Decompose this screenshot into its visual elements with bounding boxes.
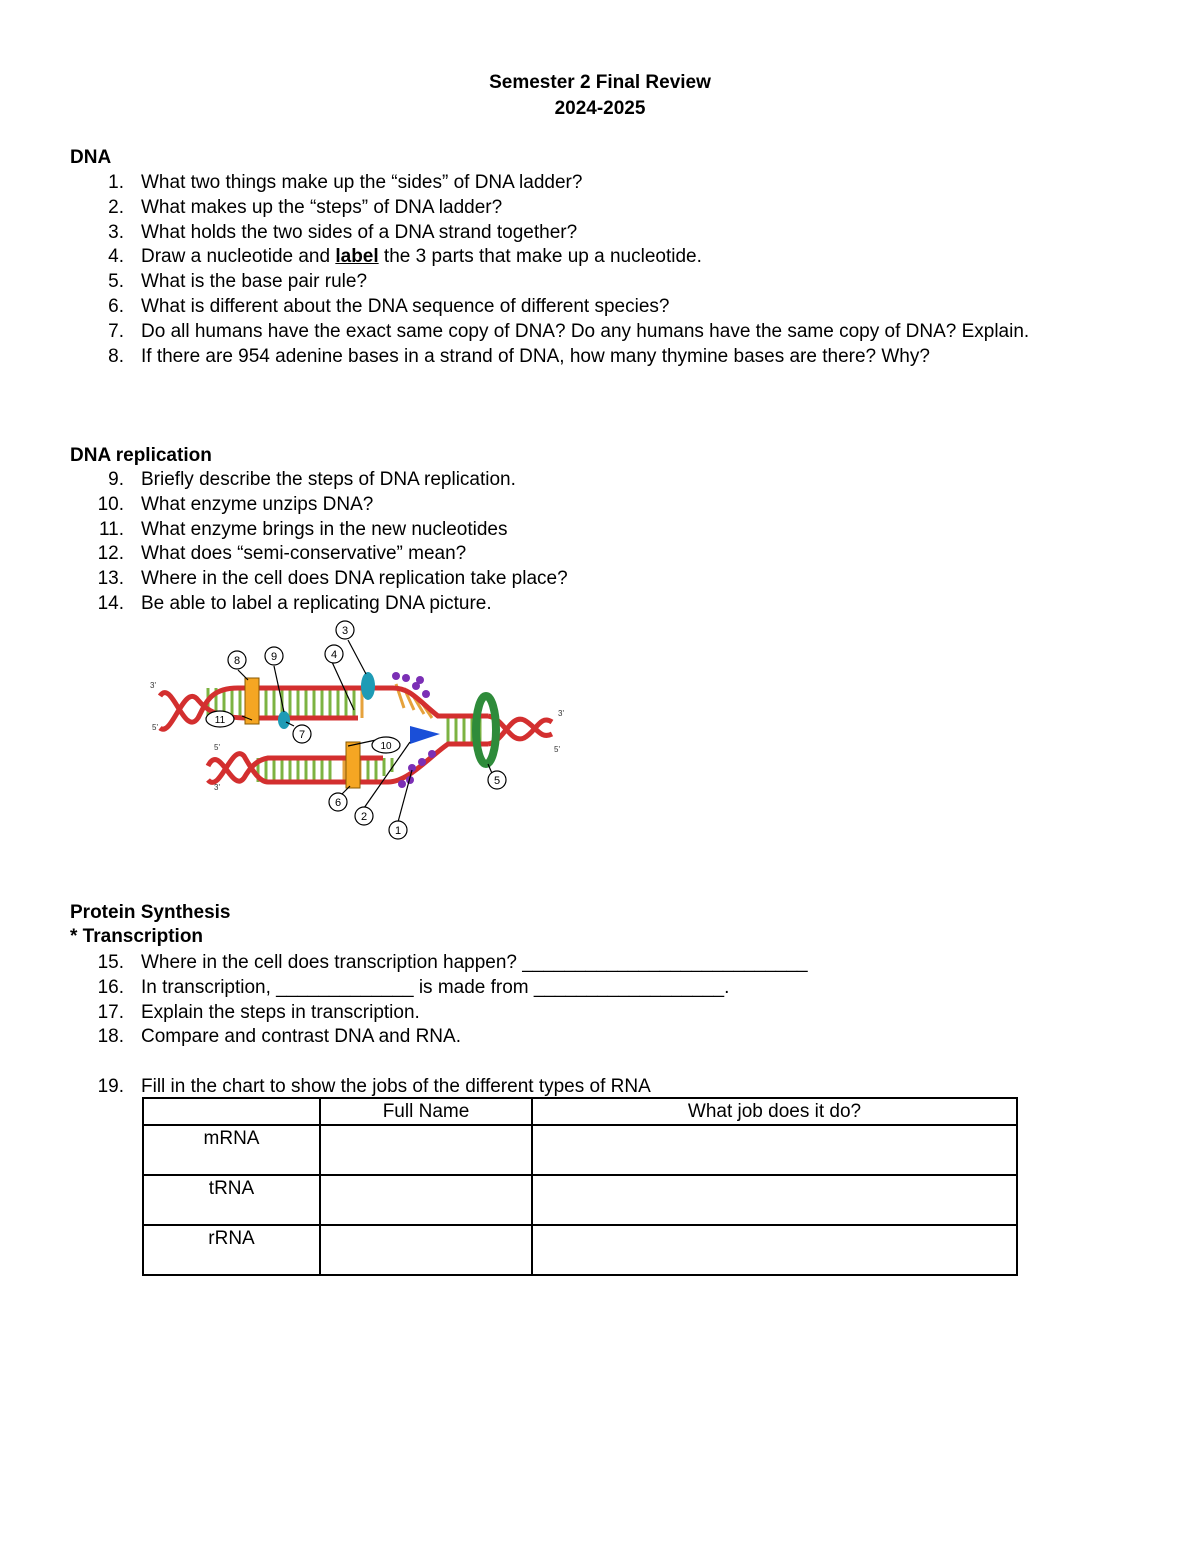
callout-2: 2 [360, 811, 368, 823]
question-item: 9. Briefly describe the steps of DNA replication. [108, 469, 516, 490]
page-year: 2024-2025 [554, 98, 646, 119]
table-header-cell [143, 1098, 320, 1125]
question-item: 1. What two things make up the “sides” of DNA ladder? [108, 172, 583, 193]
question-item: 19. Fill in the chart to show the jobs of the different types of RNA [97, 1076, 651, 1097]
callout-10: 10 [380, 741, 392, 752]
replication-question-list [0, 468, 1101, 617]
dna-replication-diagram [148, 618, 578, 844]
question-item: 3. What holds the two sides of a DNA strand together? [108, 221, 578, 243]
callout-6: 6 [334, 797, 342, 809]
callout-11: 11 [214, 715, 226, 726]
end-label-3prime: 3' [214, 783, 220, 792]
question-item: 10. What enzyme unzips DNA? [97, 493, 374, 515]
table-header-cell: Full Name [320, 1098, 532, 1125]
end-label-5prime: 5' [214, 743, 220, 752]
question-item: 5. What is the base pair rule? [108, 271, 368, 293]
answer-cell-full-name[interactable] [320, 1125, 532, 1175]
helicase-shape [361, 672, 375, 700]
question-item: 7. Do all humans have the exact same copy of DNA? Do any humans have the same copy of DNA? Explain. [108, 320, 1030, 342]
answer-cell-job[interactable] [532, 1175, 1017, 1225]
answer-cell-job[interactable] [532, 1125, 1017, 1175]
rna-jobs-table [142, 1097, 1018, 1276]
topoisomerase-ring [476, 696, 496, 764]
question-item: 8. If there are 954 adenine bases in a strand of DNA, how many thymine bases are there? Why? [108, 345, 930, 367]
end-label-5prime: 5' [152, 723, 158, 732]
answer-cell-job[interactable] [532, 1225, 1017, 1275]
callout-8: 8 [233, 655, 241, 667]
end-label-5prime: 5' [554, 745, 560, 754]
question-item: 12. What does “semi-conservative” mean? [97, 543, 467, 565]
callout-1: 1 [394, 825, 402, 837]
table-header-cell: What job does it do? [532, 1098, 1017, 1125]
question-item: 17. Explain the steps in transcription. [97, 1001, 420, 1023]
table-row [143, 1175, 1017, 1225]
question-item: 2. What makes up the “steps” of DNA ladder? [108, 196, 503, 218]
row-label-cell: tRNA [143, 1175, 320, 1225]
question-item: 13. Where in the cell does DNA replication take place? [97, 568, 568, 590]
callout-4: 4 [330, 649, 338, 661]
question-item: 16. In transcription, _____________ is made from __________________. [97, 976, 730, 998]
table-row [143, 1225, 1017, 1275]
section-heading-dna: DNA [70, 147, 112, 168]
callout-3: 3 [341, 625, 349, 637]
polymerase-upper-shape [245, 678, 259, 724]
row-label-cell: mRNA [143, 1125, 320, 1175]
callout-7: 7 [298, 729, 306, 741]
callout-5: 5 [493, 775, 501, 787]
table-row [143, 1125, 1017, 1175]
question-item: 15. Where in the cell does transcription happen? ___________________________ [97, 952, 808, 973]
primase-shape [410, 726, 440, 744]
end-label-3prime: 3' [150, 681, 156, 690]
emphasized-word: label [335, 246, 379, 268]
page-title: Semester 2 Final Review [489, 72, 711, 93]
protein-question-list [0, 951, 1101, 1050]
section-heading-protein: Protein Synthesis [70, 902, 231, 923]
dna-question-list [0, 171, 1101, 369]
callout-9: 9 [270, 651, 278, 663]
subheading-transcription: * Transcription [70, 926, 204, 947]
ligase-shape [278, 711, 290, 729]
end-label-3prime: 3' [558, 709, 564, 718]
row-label-cell: rRNA [143, 1225, 320, 1275]
answer-cell-full-name[interactable] [320, 1175, 532, 1225]
question-item: 4. Draw a nucleotide and label the 3 parts that make up a nucleotide. [108, 246, 702, 268]
answer-cell-full-name[interactable] [320, 1225, 532, 1275]
table-header-row [143, 1098, 1017, 1125]
question-item: 14. Be able to label a replicating DNA picture. [97, 592, 492, 614]
question-item: 11. What enzyme brings in the new nucleotides [98, 518, 508, 540]
question-item: 18. Compare and contrast DNA and RNA. [97, 1026, 461, 1048]
polymerase-lower-shape [346, 742, 360, 788]
section-heading-replication: DNA replication [70, 445, 212, 466]
question-item: 6. What is different about the DNA sequence of different species? [108, 295, 670, 317]
